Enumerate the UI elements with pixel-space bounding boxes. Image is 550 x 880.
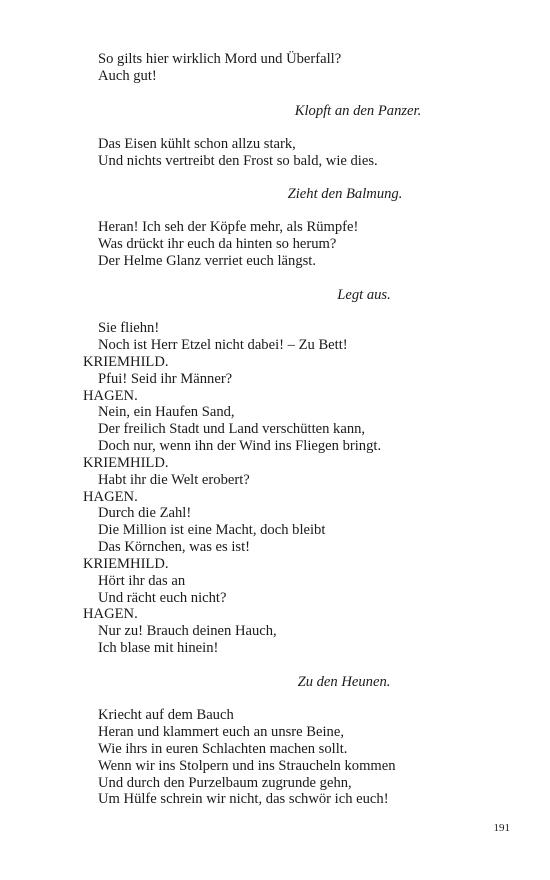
verse-line: Das Eisen kühlt schon allzu stark,: [98, 136, 296, 152]
verse-line: Nein, ein Haufen Sand,: [98, 404, 235, 420]
page-number: 191: [493, 822, 510, 834]
verse-line: Pfui! Seid ihr Männer?: [98, 371, 233, 387]
verse-line: Und nichts vertreibt den Frost so bald, wie dies.: [98, 153, 378, 169]
verse-line: Der Helme Glanz verriet euch längst.: [98, 253, 317, 269]
verse-line: Das Körnchen, was es ist!: [98, 539, 250, 555]
stage-direction: Zu den Heunen.: [297, 674, 391, 690]
verse-line: Heran und klammert euch an unsre Beine,: [98, 724, 344, 740]
verse-line: Was drückt ihr euch da hinten so herum?: [98, 236, 337, 252]
verse-line: Heran! Ich seh der Köpfe mehr, als Rümpfe!: [98, 219, 359, 235]
verse-line: Der freilich Stadt und Land verschütten kann,: [98, 421, 366, 437]
verse-line: Durch die Zahl!: [98, 505, 192, 521]
verse-line: Wie ihrs in euren Schlachten machen sollt.: [98, 741, 348, 757]
verse-line: Ich blase mit hinein!: [98, 640, 219, 656]
verse-line: Sie fliehn!: [98, 320, 160, 336]
stage-direction: Klopft an den Panzer.: [294, 103, 422, 119]
verse-line: Doch nur, wenn ihn der Wind ins Fliegen bringt.: [98, 438, 382, 454]
speaker-name: HAGEN.: [83, 606, 138, 622]
speaker-name: KRIEMHILD.: [83, 556, 169, 572]
verse-line: Auch gut!: [98, 68, 157, 84]
verse-line: Hört ihr das an: [98, 573, 186, 589]
verse-line: So gilts hier wirklich Mord und Überfall?: [98, 51, 342, 67]
verse-line: Kriecht auf dem Bauch: [98, 707, 234, 723]
verse-line: Noch ist Herr Etzel nicht dabei! – Zu Bett!: [98, 337, 348, 353]
speaker-name: KRIEMHILD.: [83, 455, 169, 471]
speaker-name: HAGEN.: [83, 489, 138, 505]
verse-line: Die Million ist eine Macht, doch bleibt: [98, 522, 326, 538]
speaker-name: HAGEN.: [83, 388, 138, 404]
verse-line: Und durch den Purzelbaum zugrunde gehn,: [98, 775, 352, 791]
verse-line: Und rächt euch nicht?: [98, 590, 227, 606]
speaker-name: KRIEMHILD.: [83, 354, 169, 370]
stage-direction: Zieht den Balmung.: [287, 186, 403, 202]
stage-direction: Legt aus.: [337, 287, 391, 303]
verse-line: Nur zu! Brauch deinen Hauch,: [98, 623, 277, 639]
verse-line: Um Hülfe schrein wir nicht, das schwör ich euch!: [98, 791, 389, 807]
verse-line: Habt ihr die Welt erobert?: [98, 472, 250, 488]
verse-line: Wenn wir ins Stolpern und ins Straucheln kommen: [98, 758, 396, 774]
